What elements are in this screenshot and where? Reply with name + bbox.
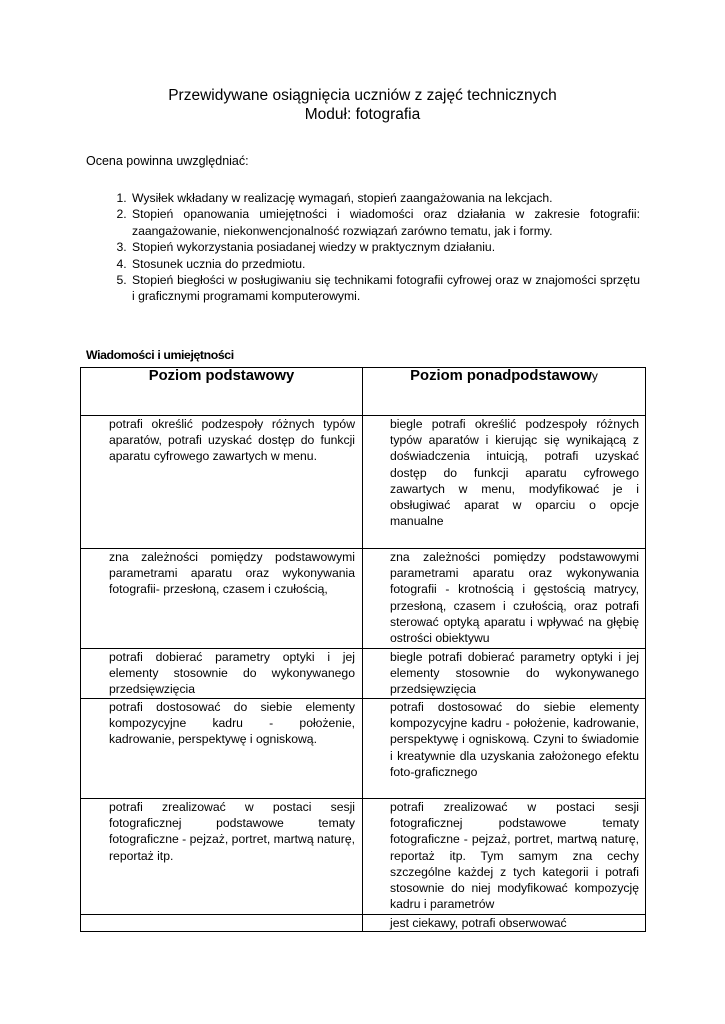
cell-advanced (363, 699, 646, 799)
cell-advanced-text: biegle potrafi określić podzespoły różnych typów aparatów i kierując się wynikającą z doświadczenia intuicją, potrafi uzyskać dostęp do funkcji aparatu cyfrowego zawartych w menu, modyfikować je i obsługiwać aparat w oparciu o opcje manualne (390, 417, 639, 529)
cell-advanced-text: potrafi dostosować do siebie elementy kompozycyjne kadru - położenie, kadrowanie, perspektywę i ogniskową. Czyni to świadomie i kreatywnie dla uzyskania założonego efektu foto-graficznego (390, 700, 639, 779)
cell-basic-text: potrafi zrealizować w postaci sesji fotograficznej podstawowe tematy fotograficzne - pejzaż, portret, martwą naturę, reportaż itp. (109, 800, 355, 863)
header-basic-label: Poziom podstawowy (148, 368, 295, 384)
criteria-item: 1. Wysiłek wkładany w realizację wymagań, stopień zaangażowania na lekcjach. (130, 190, 640, 206)
table-row (81, 699, 646, 799)
cell-basic-text: zna zależności pomiędzy podstawowymi parametrami aparatu oraz wykonywania fotografii- przesłoną, czasem i czułością, (109, 550, 355, 597)
cell-advanced-text: potrafi zrealizować w postaci sesji fotograficznej podstawowe tematy fotograficzne - pejzaż, portret, martwą naturę, reportaż itp. Tym samym zna cechy szczególne każdej z tych kategorii i potrafi stosownie do niej modyfikować kompozycję kadru i parametrów (390, 800, 639, 912)
cell-basic (81, 699, 363, 799)
table-row (81, 799, 646, 915)
header-basic-level (81, 368, 363, 416)
cell-basic-text: potrafi określić podzespoły różnych typów aparatów, potrafi uzyskać dostęp do funkcji aparatu cyfrowego zawartych w menu. (109, 417, 355, 464)
criteria-item: 5. Stopień biegłości w posługiwaniu się technikami fotografii cyfrowej oraz w znajomości sprzętu i graficznymi programami komputerowymi. (130, 272, 640, 305)
table-row (81, 649, 646, 699)
table-row (81, 915, 646, 932)
header-advanced-level (363, 368, 646, 416)
cell-advanced (363, 549, 646, 649)
table-row (81, 416, 646, 549)
cell-basic (81, 915, 363, 932)
cell-basic (81, 549, 363, 649)
requirements-table (80, 367, 646, 932)
cell-advanced (363, 649, 646, 699)
cell-advanced-text: biegle potrafi dobierać parametry optyki i jej elementy stosownie do wykonywanego przedsięwzięcia (390, 650, 639, 697)
cell-advanced (363, 416, 646, 549)
cell-basic-text: potrafi dostosować do siebie elementy kompozycyjne kadru - położenie, kadrowanie, perspektywę i ogniskową. (109, 700, 355, 747)
criteria-item: 2. Stopień opanowania umiejętności i wiadomości oraz działania w zakresie fotografii: zaangażowanie, niekonwencjonalność rozwiązań zarówno tematu, jak i formy. (130, 206, 640, 239)
title-line-1: Przewidywane osiągnięcia uczniów z zajęć technicznych (168, 87, 557, 104)
cell-basic-text: potrafi dobierać parametry optyki i jej elementy stosownie do wykonywanego przedsięwzięcia (109, 650, 355, 697)
header-advanced-label: Poziom ponadpodstawow (410, 368, 592, 384)
cell-basic (81, 416, 363, 549)
intro-text: Ocena powinna uwzględniać: (86, 154, 249, 168)
criteria-item: 4. Stosunek ucznia do przedmiotu. (130, 256, 640, 272)
table-row (81, 549, 646, 649)
criteria-list (86, 190, 640, 305)
cell-advanced-text: zna zależności pomiędzy podstawowymi parametrami aparatu oraz wykonywania fotografii - krotnością i gęstością matrycy, przesłoną, czasem i czułością, oraz potrafi sterować optyką aparatu i wpływać na głębię ostrości obiektywu (390, 550, 639, 646)
cell-basic (81, 649, 363, 699)
criteria-item: 3. Stopień wykorzystania posiadanej wiedzy w praktycznym działaniu. (130, 239, 640, 255)
cell-basic (81, 799, 363, 915)
cell-advanced-text: jest ciekawy, potrafi obserwować (390, 916, 567, 930)
cell-advanced (363, 915, 646, 932)
header-advanced-tail: y (591, 369, 598, 383)
cell-advanced (363, 799, 646, 915)
document-title (0, 86, 725, 124)
section-heading: Wiadomości i umiejętności (86, 348, 234, 362)
table-header-row (81, 368, 646, 416)
title-line-2: Moduł: fotografia (304, 106, 421, 123)
